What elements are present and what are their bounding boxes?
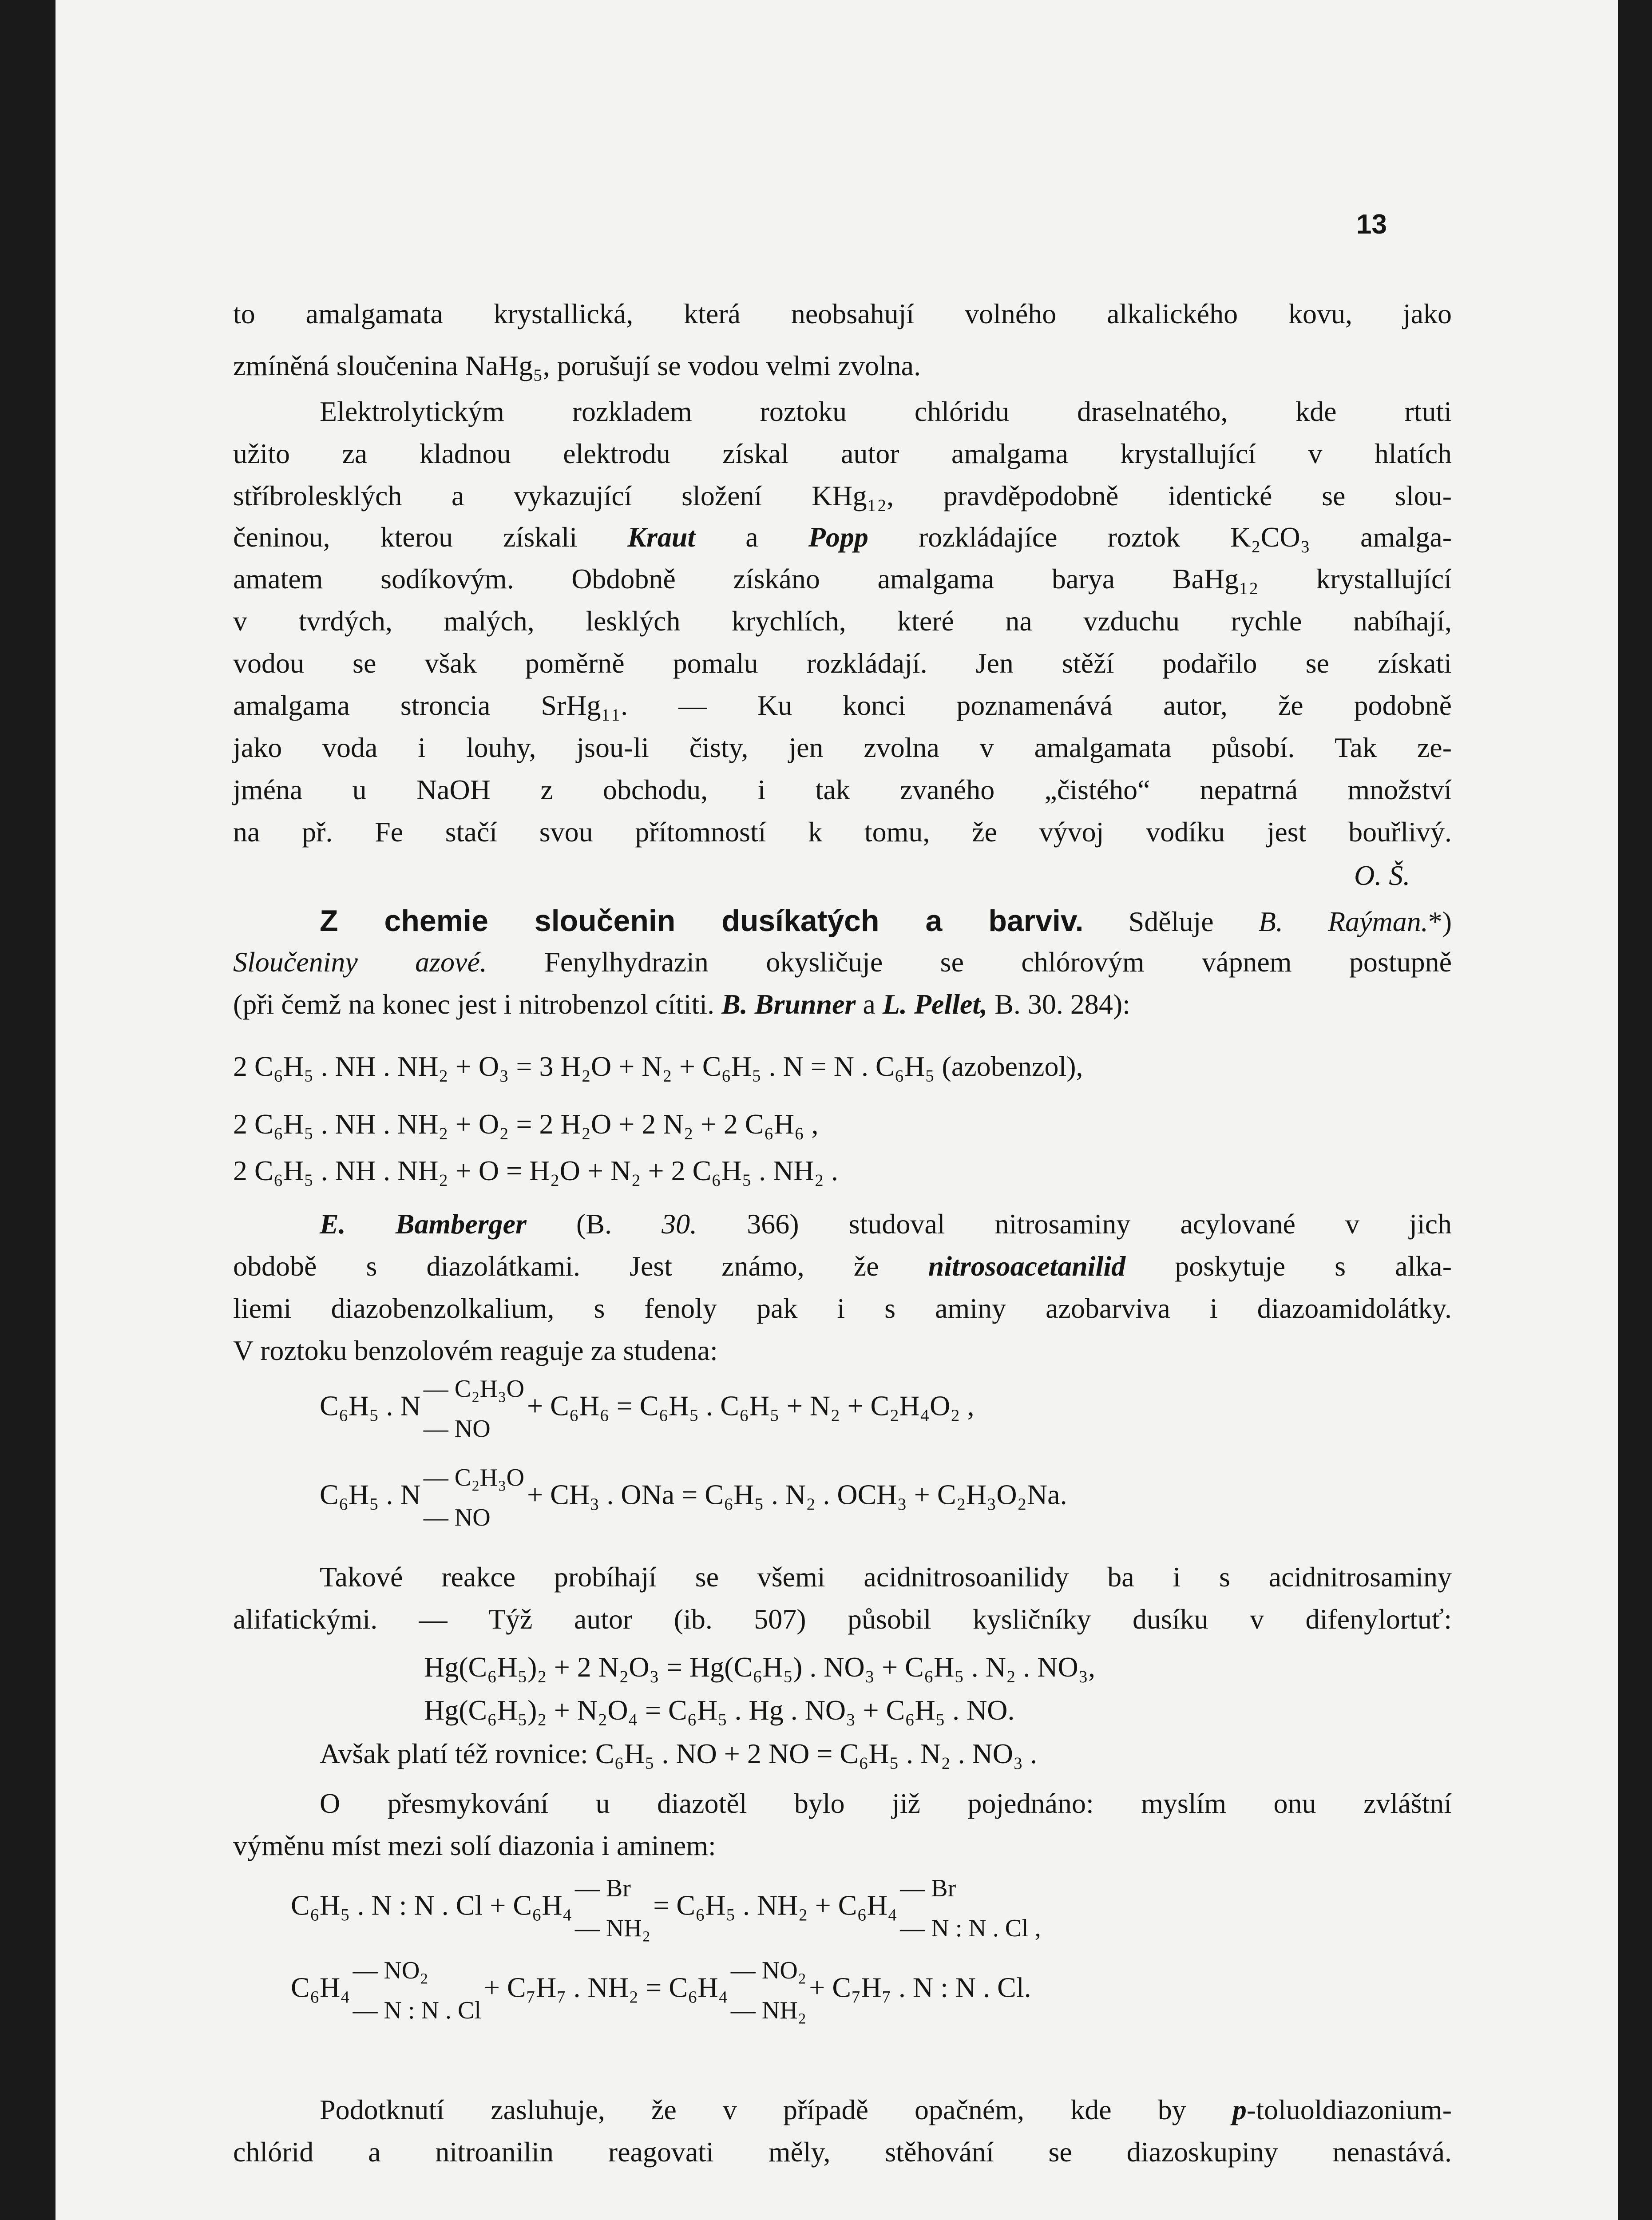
author-name: Popp <box>808 521 868 553</box>
text-span: poskytuje s alka- <box>1175 1250 1452 1282</box>
text-span: Podotknutí zasluhuje, že v případě opačném, kde by <box>320 2094 1186 2125</box>
text-span: 366) studoval nitrosaminy acylované v jich <box>747 1208 1452 1240</box>
text-line: V roztoku benzolovém reaguje za studena: <box>233 1335 718 1366</box>
eq-stack-top: — NO₂ <box>353 1957 428 1984</box>
text-line <box>320 1740 1037 1768</box>
eq-stack-top: — NO₂ <box>730 1957 807 1984</box>
footnote-marker: *) <box>1428 906 1452 937</box>
eq-stack <box>575 1876 650 1941</box>
equation: 2 C₆H₅ . NH . NH₂ + O = H₂O + N₂ + 2 C₆H₅ . NH₂ . <box>233 1155 838 1186</box>
eq-stack-bottom: — N : N . Cl <box>353 1997 481 2024</box>
text-span: (B. <box>576 1208 612 1240</box>
text-line <box>320 1210 1452 1238</box>
text-span: Fenylhydrazin okysličuje se chlórovým vápnem postupně <box>544 946 1452 978</box>
page-number: 13 <box>1356 209 1387 240</box>
text-span: Sděluje <box>1128 906 1214 937</box>
section-heading: Z chemie sloučenin dusíkatých a barviv. <box>320 904 1084 938</box>
text-line: O přesmykování u diazotěl bylo již pojednáno: myslím onu zvláštní <box>320 1788 1452 1819</box>
eq-stack-top: — C₂H₃O <box>423 1464 525 1491</box>
eq-part: C₆H₅ . N : N . Cl + C₆H₄ <box>291 1889 572 1921</box>
text-line: to amalgamata krystallická, která neobsahují volného alkalického kovu, jako <box>233 298 1452 329</box>
author-name: B. Raýman. <box>1258 906 1428 937</box>
author-name: E. Bamberger <box>320 1208 527 1240</box>
eq-stack <box>353 1958 481 2023</box>
equation <box>291 1958 1031 2023</box>
text-line <box>233 948 1452 976</box>
text-line: chlórid a nitroanilin reagovati měly, stěhování se diazoskupiny nenastává. <box>233 2136 1452 2168</box>
text-span: 30. <box>662 1208 697 1240</box>
subtitle: Sloučeniny azové. <box>233 946 487 978</box>
page <box>55 0 1618 2220</box>
text-line <box>233 523 1452 551</box>
text-line: na př. Fe stačí svou přítomností k tomu, že vývoj vodíku jest bouřlivý. <box>233 816 1452 848</box>
text-span: čeninou, kterou získali <box>233 521 578 553</box>
eq-part: C₆H₅ . N <box>320 1390 421 1422</box>
text-span: Avšak platí též rovnice: <box>320 1738 588 1769</box>
text-line <box>233 990 1130 1019</box>
text-line: amatem sodíkovým. Obdobně získáno amalgama barya BaHg₁₂ krystallující <box>233 563 1452 595</box>
eq-stack-bottom: — NH₂ <box>730 1997 807 2024</box>
text-line: alifatickými. — Týž autor (ib. 507) působil kysličníky dusíku v difenylortuť: <box>233 1603 1452 1635</box>
author-name: B. Brunner <box>721 988 856 1020</box>
section-heading-line <box>320 906 1452 936</box>
text-span: (při čemž na konec jest i nitrobenzol cítiti. <box>233 988 715 1020</box>
text-line: užito za kladnou elektrodu získal autor amalgama krystallující v hlatích <box>233 438 1452 469</box>
eq-stack-bottom: — N : N . Cl , <box>900 1915 1041 1942</box>
text-line: výměnu míst mezi solí diazonia i aminem: <box>233 1830 716 1861</box>
equation: Hg(C₆H₅)₂ + N₂O₄ = C₆H₅ . Hg . NO₃ + C₆H₅ . NO. <box>424 1694 1015 1726</box>
reference: B. 30. 284): <box>994 988 1130 1020</box>
eq-stack-bottom: — NO <box>423 1504 491 1531</box>
eq-stack-top: — C₂H₃O <box>423 1375 525 1403</box>
text-line: Takové reakce probíhají se všemi acidnitrosoanilidy ba i s acidnitrosaminy <box>320 1561 1452 1593</box>
eq-stack-bottom: — NH₂ <box>574 1915 651 1942</box>
text-span: obdobě s diazolátkami. Jest známo, že <box>233 1250 879 1282</box>
eq-stack-top: — Br <box>574 1875 631 1902</box>
text-line: jako voda i louhy, jsou-li čisty, jen zvolna v amalgamata působí. Tak ze- <box>233 732 1452 763</box>
eq-part: + C₇H₇ . NH₂ = C₆H₄ <box>483 1971 728 2003</box>
text-line: v tvrdých, malých, lesklých krychlích, které na vzduchu rychle nabíhají, <box>233 605 1452 637</box>
equation <box>320 1376 975 1441</box>
text-line <box>233 1252 1452 1280</box>
eq-part: C₆H₄ <box>291 1971 350 2003</box>
text-span: rozkládajíce roztok K₂CO₃ amalga- <box>918 521 1452 553</box>
eq-stack <box>424 1465 524 1530</box>
signature: O. Š. <box>1354 860 1410 891</box>
eq-part: + C₇H₇ . N : N . Cl. <box>809 1971 1031 2003</box>
text-line: jména u NaOH z obchodu, i tak zvaného „čistého“ nepatrná množství <box>233 774 1452 805</box>
equation: C₆H₅ . NO + 2 NO = C₆H₅ . N₂ . NO₃ . <box>595 1738 1038 1769</box>
text-line <box>320 2096 1452 2124</box>
text-line: amalgama stroncia SrHg₁₁. — Ku konci poznamenává autor, že podobně <box>233 690 1452 721</box>
eq-stack-top: — Br <box>900 1875 956 1902</box>
equation: Hg(C₆H₅)₂ + 2 N₂O₃ = Hg(C₆H₅) . NO₃ + C₆H₅ . N₂ . NO₃, <box>424 1651 1095 1683</box>
text-line: liemi diazobenzolkalium, s fenoly pak i s aminy azobarviva i diazoamidolátky. <box>233 1292 1452 1324</box>
eq-stack <box>731 1958 806 2023</box>
equation <box>291 1876 1044 1941</box>
text-line: vodou se však poměrně pomalu rozkládají. Jen stěží podařilo se získati <box>233 647 1452 679</box>
eq-stack <box>424 1376 524 1441</box>
eq-stack-bottom: — NO <box>423 1415 491 1443</box>
equation: 2 C₆H₅ . NH . NH₂ + O₂ = 2 H₂O + 2 N₂ + 2 C₆H₆ , <box>233 1108 819 1140</box>
eq-part: + CH₃ . ONa = C₆H₅ . N₂ . OCH₃ + C₂H₃O₂Na. <box>527 1479 1067 1510</box>
equation: 2 C₆H₅ . NH . NH₂ + O₃ = 3 H₂O + N₂ + C₆H₅ . N = N . C₆H₅ (azobenzol), <box>233 1051 1083 1082</box>
text-span: a <box>745 521 758 553</box>
text-span: a <box>863 988 876 1020</box>
eq-stack <box>900 1876 1041 1941</box>
eq-part: C₆H₅ . N <box>320 1479 421 1510</box>
chemical-prefix: p <box>1232 2094 1247 2125</box>
text-span: -toluoldiazonium- <box>1246 2094 1452 2125</box>
text-line: stříbrolesklých a vykazující složení KHg₁₂, pravděpodobně identické se slou- <box>233 480 1452 511</box>
text-line: Elektrolytickým rozkladem roztoku chlóridu draselnatého, kde rtuti <box>320 396 1452 427</box>
author-name: Kraut <box>627 521 696 553</box>
chemical-term: nitrosoacetanilid <box>928 1250 1126 1282</box>
text-line: zmíněná sloučenina NaHg₅, porušují se vodou velmi zvolna. <box>233 350 921 381</box>
author-name: L. Pellet, <box>882 988 988 1020</box>
eq-part: + C₆H₆ = C₆H₅ . C₆H₅ + N₂ + C₂H₄O₂ , <box>527 1390 975 1422</box>
eq-part: = C₆H₅ . NH₂ + C₆H₄ <box>653 1889 898 1921</box>
equation <box>320 1465 1067 1530</box>
